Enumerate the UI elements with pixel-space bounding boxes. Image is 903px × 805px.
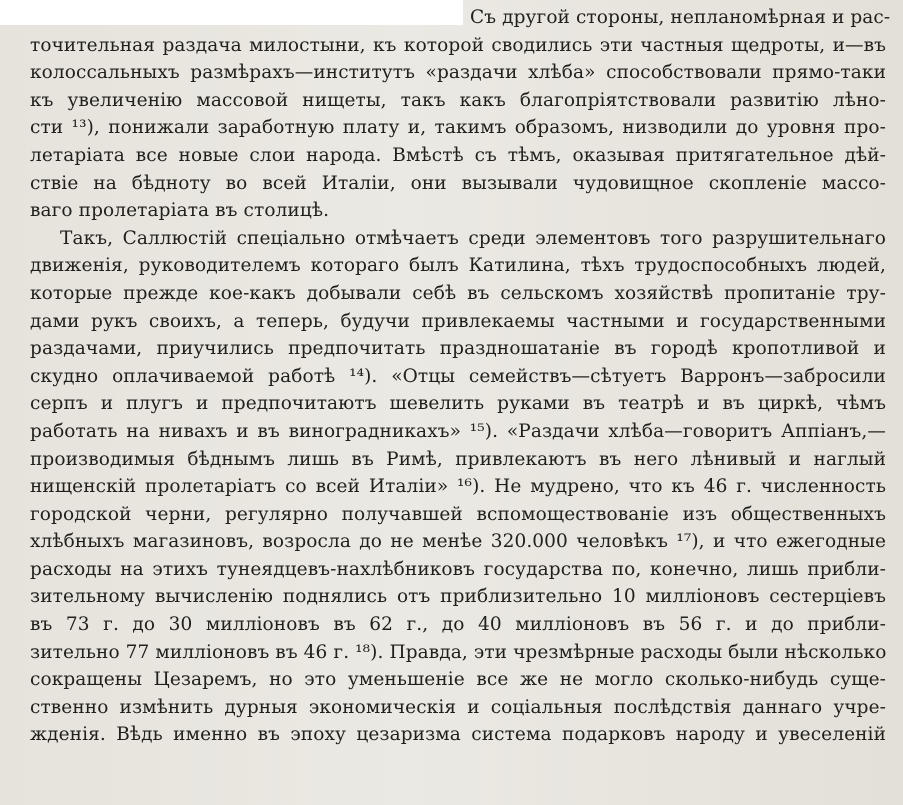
text-line: серпъ и плугъ и предпочитаютъ шевелить руками въ театрѣ и въ циркѣ, чѣмъ [30, 393, 886, 415]
text-line: хлѣбныхъ магазиновъ, возросла до не менѣе 320.000 человѣкъ ¹⁷), и что ежегодные [30, 531, 886, 553]
text-line: нищенскій пролетаріатъ со всей Италіи» ¹⁶). Не мудрено, что къ 46 г. численность [30, 476, 886, 498]
body-text [30, 4, 891, 749]
text-line: работать на нивахъ и въ виноградникахъ» ¹⁵). «Раздачи хлѣба—говоритъ Аппіанъ,— [30, 420, 886, 442]
text-line: которые прежде кое-какъ добывали себѣ въ сельскомъ хозяйствѣ пропитаніе тру- [30, 282, 886, 304]
text-line: колоссальныхъ размѣрахъ—институтъ «раздачи хлѣба» способствовали прямо-таки [30, 62, 886, 84]
text-line: къ увеличенію массовой нищеты, такъ какъ благопріятствовали развитію лѣно- [30, 89, 886, 111]
text-line: скудно оплачиваемой работѣ ¹⁴). «Отцы семействъ—сѣтуетъ Варронъ—забросили [30, 365, 886, 387]
text-line: расходы на этихъ тунеядцевъ-нахлѣбниковъ государства по, конечно, лишь прибли- [30, 558, 886, 580]
text-line: сти ¹³), понижали заработную плату и, такимъ образомъ, низводили до уровня про- [30, 117, 886, 139]
text-line: зительному вычисленію поднялись отъ приблизительно 10 милліоновъ сестерціевъ [30, 586, 886, 608]
text-line: производимыя бѣднымъ лишь въ Римѣ, привлекаютъ въ него лѣнивый и наглый [30, 448, 886, 470]
text-line: жденія. Вѣдь именно въ эпоху цезаризма система подарковъ народу и увеселеній [30, 724, 886, 746]
text-line: Съ другой стороны, непланомѣрная и рас- [470, 7, 891, 28]
text-line: городской черни, регулярно получавшей вспомоществованіе изъ общественныхъ [30, 503, 886, 525]
text-line: дами рукъ своихъ, а теперь, будучи привлекаемы частными и государственными [30, 310, 886, 332]
text-line: зительно 77 милліоновъ въ 46 г. ¹⁸). Правда, эти чрезмѣрные расходы были нѣсколько [30, 641, 887, 663]
text-line: раздачами, приучились предпочитать праздношатаніе въ городѣ кропотливой и [30, 338, 886, 360]
text-line: Такъ, Саллюстій спеціально отмѣчаетъ среди элементовъ того разрушительнаго [60, 227, 886, 249]
text-line: ствіе на бѣдноту во всей Италіи, они вызывали чудовищное скопленіе массо- [30, 172, 886, 194]
text-line: летаріата все новые слои народа. Вмѣстѣ съ тѣмъ, оказывая притягательное дѣй- [30, 144, 886, 166]
text-line: точительная раздача милостыни, къ которой сводились эти частныя щедроты, и—въ [30, 34, 886, 56]
text-line: ственно измѣнить дурныя экономическія и соціальныя послѣдствія даннаго учре- [30, 696, 886, 718]
text-line: въ 73 г. до 30 милліоновъ въ 62 г., до 40 милліоновъ въ 56 г. и до прибли- [30, 614, 886, 636]
text-line: ваго пролетаріата въ столицѣ. [30, 200, 330, 222]
text-line: сокращены Цезаремъ, но это уменьшеніе все же не могло сколько-нибудь суще- [30, 669, 886, 691]
text-line: движенія, руководителемъ котораго былъ Катилина, тѣхъ трудоспособныхъ людей, [30, 255, 886, 277]
